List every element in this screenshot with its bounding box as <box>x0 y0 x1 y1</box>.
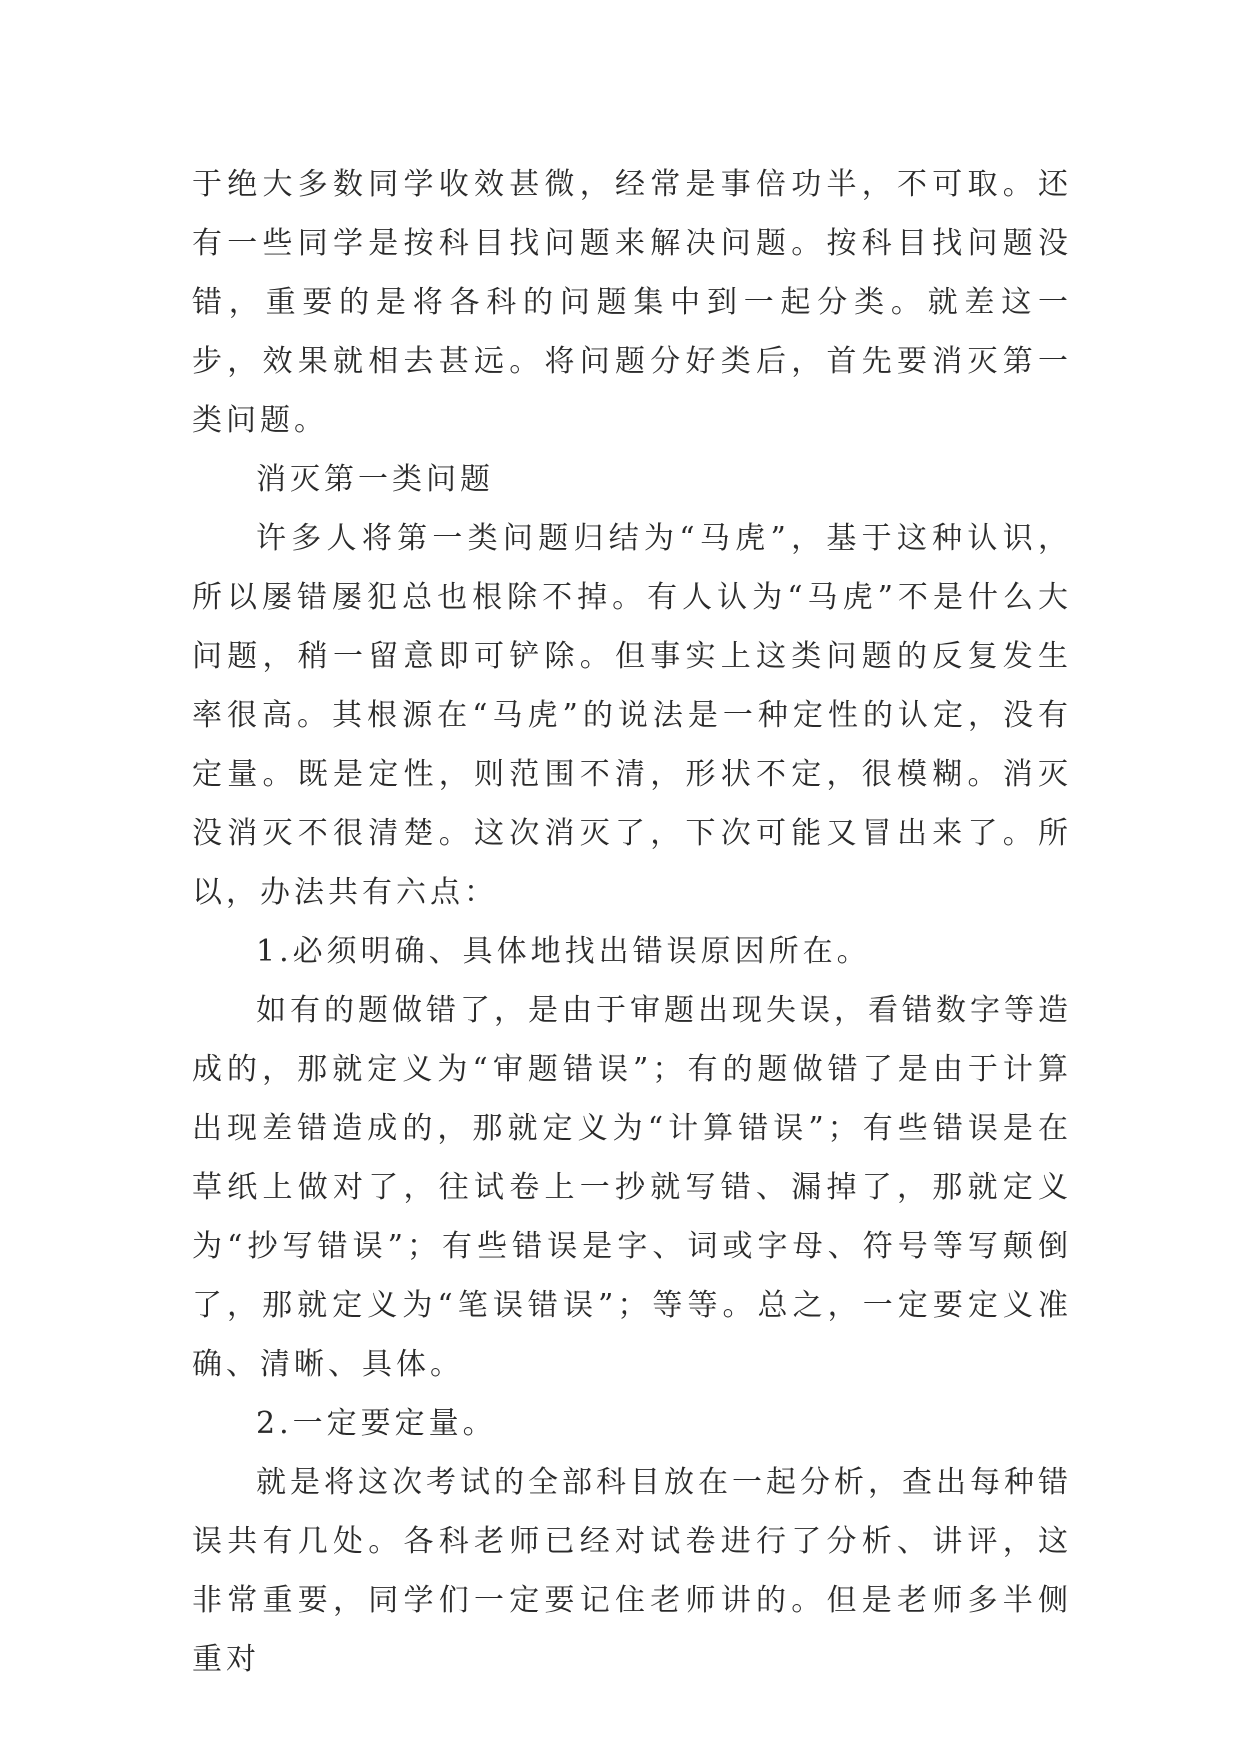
section-heading: 消灭第一类问题 <box>256 462 494 497</box>
paragraph: 如有的题做错了，是由于审题出现失误，看错数字等造成的，那就定义为“审题错误”；有的题做错了是由于计算出现差错造成的，那就定义为“计算错误”；有些错误是在草纸上做对了，往试卷上一抄就写错、漏掉了，那就定义为“抄写错误”；有些错误是字、词或字母、符号等写颠倒了，那就定义为“笔误错误”；等等。总之，一定要定义准确、清晰、具体。 <box>192 993 1072 1382</box>
paragraph: 就是将这次考试的全部科目放在一起分析，查出每种错误共有几处。各科老师已经对试卷进行了分析、讲评，这非常重要，同学们一定要记住老师讲的。但是老师多半侧重对 <box>192 1465 1072 1677</box>
paragraph: 许多人将第一类问题归结为“马虎”，基于这种认识，所以屡错屡犯总也根除不掉。有人认为“马虎”不是什么大问题，稍一留意即可铲除。但事实上这类问题的反复发生率很高。其根源在“马虎”的说法是一种定性的认定，没有定量。既是定性，则范围不清，形状不定，很模糊。消灭没消灭不很清楚。这次消灭了，下次可能又冒出来了。所以，办法共有六点： <box>192 521 1072 910</box>
document-body <box>192 155 1072 1689</box>
paragraph-continuation: 于绝大多数同学收效甚微，经常是事倍功半，不可取。还有一些同学是按科目找问题来解决问题。按科目找问题没错，重要的是将各科的问题集中到一起分类。就差这一步，效果就相去甚远。将问题分好类后，首先要消灭第一类问题。 <box>192 167 1072 438</box>
list-item-heading: 1.必须明确、具体地找出错误原因所在。 <box>256 934 871 969</box>
list-item-heading: 2.一定要定量。 <box>256 1406 497 1441</box>
